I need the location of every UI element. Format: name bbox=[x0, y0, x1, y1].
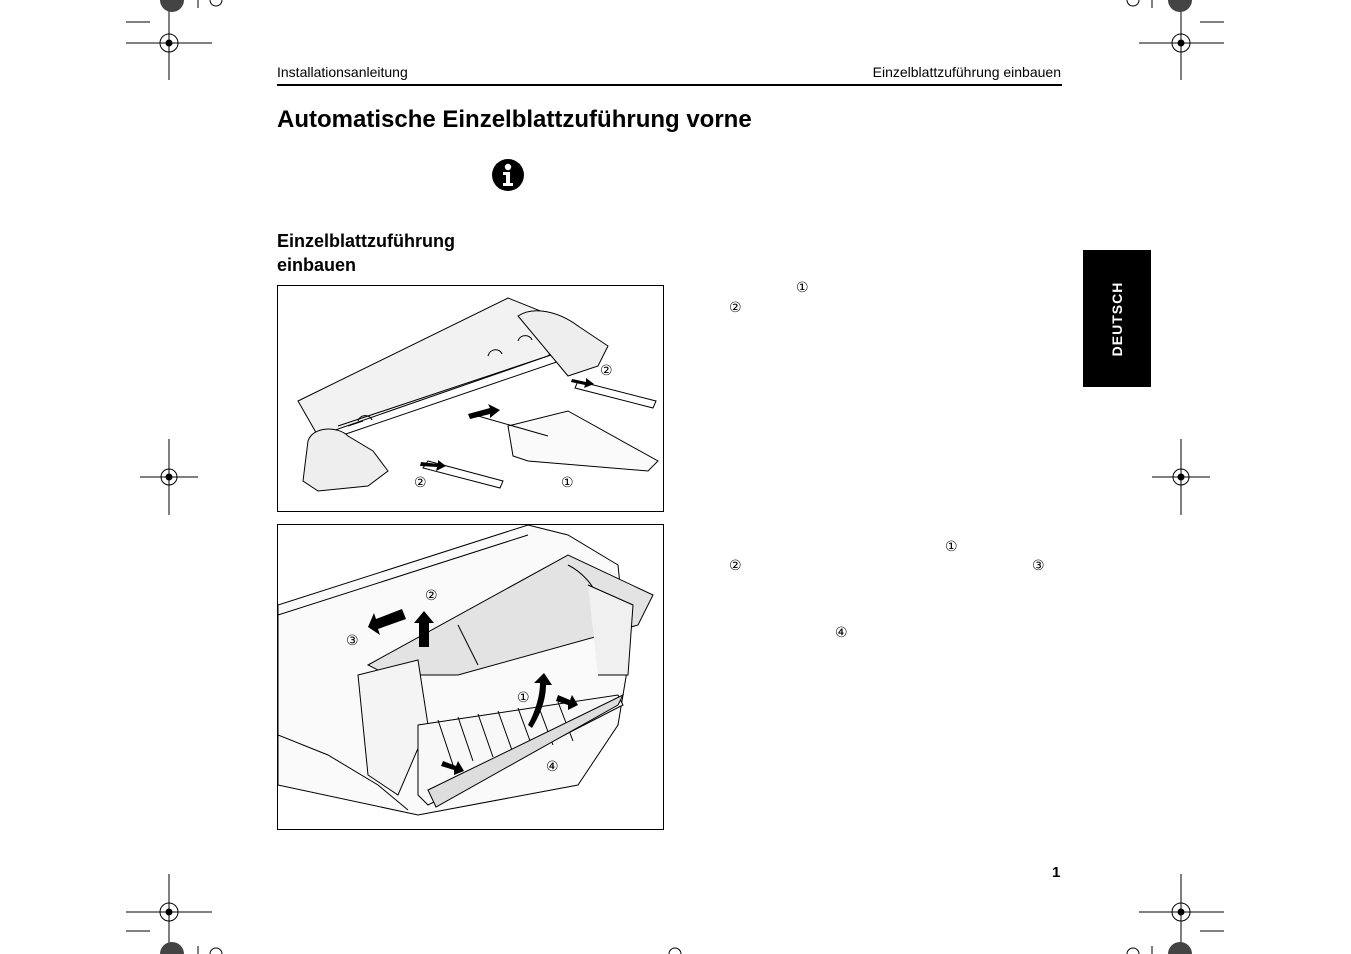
side-ref-2: ② bbox=[729, 300, 742, 316]
figure-install-feeder bbox=[277, 285, 664, 512]
side-ref-b4: ④ bbox=[835, 625, 848, 641]
page-number: 1 bbox=[1052, 864, 1061, 881]
info-icon bbox=[492, 159, 524, 191]
section-heading-line1: Einzelblattzuführung bbox=[277, 231, 455, 251]
language-tab-label: DEUTSCH bbox=[1109, 281, 1125, 356]
figure2-callout-4: ④ bbox=[546, 759, 559, 775]
figure2-callout-1: ① bbox=[517, 690, 530, 706]
page-title: Automatische Einzelblattzuführung vorne bbox=[277, 106, 752, 133]
header-left: Installationsanleitung bbox=[277, 64, 408, 80]
header-right: Einzelblattzuführung einbauen bbox=[872, 64, 1061, 80]
side-ref-b1: ① bbox=[945, 539, 958, 555]
language-tab bbox=[1083, 250, 1151, 387]
section-heading bbox=[277, 229, 455, 277]
section-heading-line2: einbauen bbox=[277, 255, 357, 275]
figure2-callout-2: ② bbox=[425, 588, 438, 604]
header-rule bbox=[277, 84, 1062, 86]
side-ref-b2: ② bbox=[729, 558, 742, 574]
figure1-callout-2-right: ② bbox=[600, 363, 613, 379]
figure1-callout-2-left: ② bbox=[414, 475, 427, 491]
figure-remove-cover bbox=[277, 524, 664, 830]
figure1-callout-1: ① bbox=[561, 475, 574, 491]
figure2-callout-3: ③ bbox=[346, 633, 359, 649]
side-ref-b3: ③ bbox=[1032, 558, 1045, 574]
figure-install-feeder-drawing bbox=[278, 286, 663, 511]
figure-remove-cover-drawing bbox=[278, 525, 663, 829]
side-ref-1: ① bbox=[796, 280, 809, 296]
